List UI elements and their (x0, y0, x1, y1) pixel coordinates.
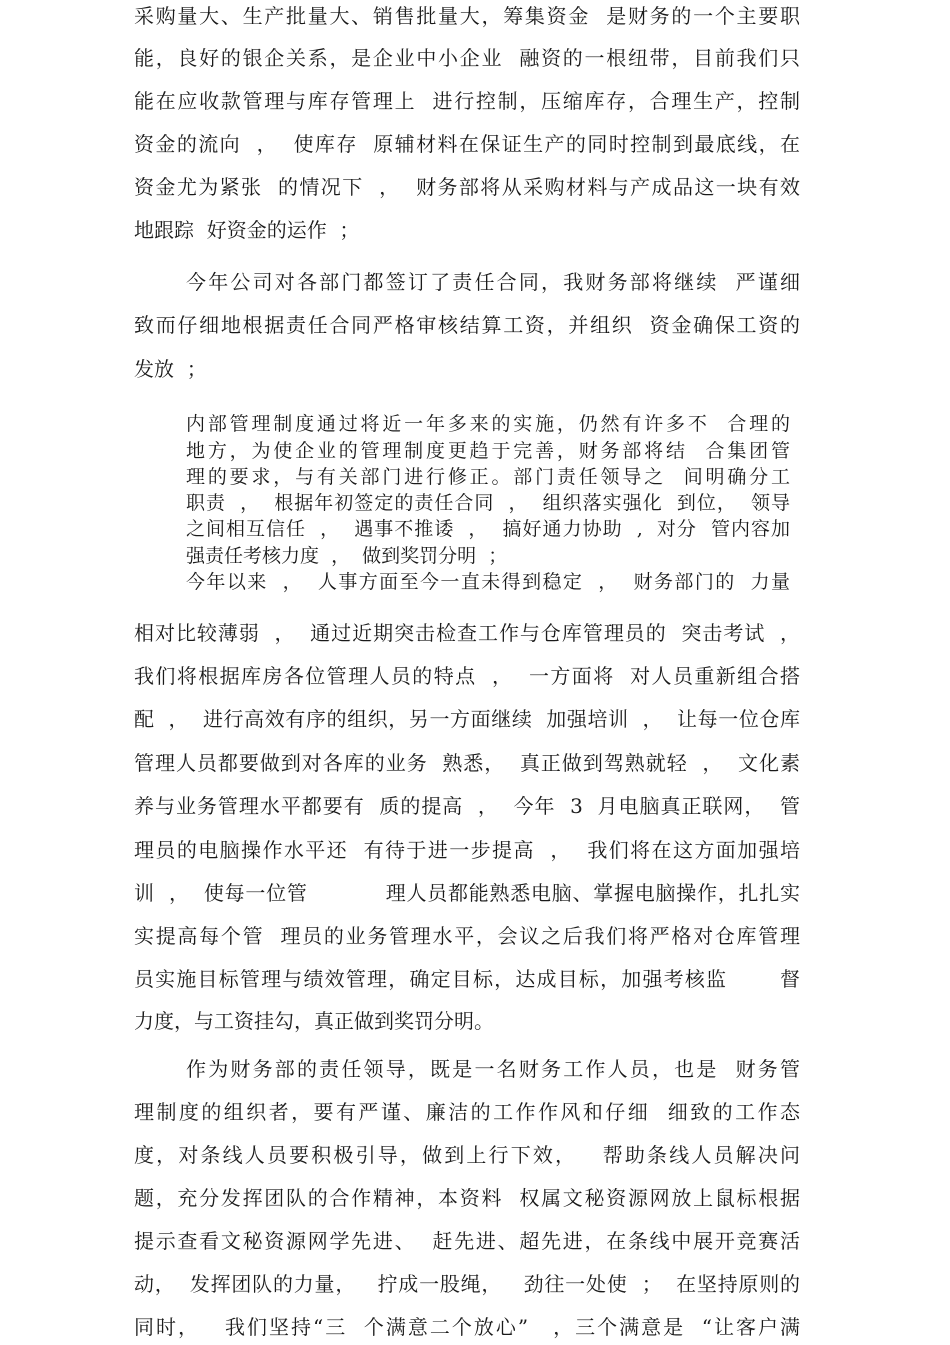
text-line: 致而仔细地根据责任合同严格审核结算工资，并组织 资金确保工资的 (134, 313, 800, 337)
text-line: 理员的电脑操作水平还 有待于进一步提高 ， 我们将在这方面加强培 (134, 838, 800, 862)
text-line: 度，对条线人员要积极引导，做到上行下效， 帮助条线人员解决问 (134, 1143, 800, 1167)
text-line: 强责任考核力度 ， 做到奖罚分明 ； (186, 545, 508, 567)
text-line: 题，充分发挥团队的合作精神，本资料 权属文秘资源网放上鼠标根据 (134, 1186, 800, 1210)
text-line: 实提高每个管 理员的业务管理水平，会议之后我们将严格对仓库管理 (134, 924, 800, 948)
text-line: 同时， 我们坚持“三 个满意二个放心” ，三个满意是 “让客户满 (134, 1315, 800, 1339)
text-line: 能，良好的银企关系，是企业中小企业 融资的一根纽带，目前我们只 (134, 46, 800, 70)
text-line: 养与业务管理水平都要有 质的提高 ， 今年 3 月电脑真正联网， 管 (134, 794, 800, 818)
text-line: 力度，与工资挂勾，真正做到奖罚分明。 (134, 1009, 494, 1033)
text-line: 作为财务部的责任领导，既是一名财务工作人员，也是 财务管 (186, 1057, 800, 1081)
text-line: 今年以来 ， 人事方面至今一直未得到稳定 ， 财务部门的 力量 (186, 571, 790, 593)
text-line: 相对比较薄弱 ， 通过近期突击检查工作与仓库管理员的 突击考试 ， (134, 621, 800, 645)
text-line: 地方，为使企业的管理制度更趋于完善，财务部将结 合集团管 (186, 440, 790, 462)
text-line: 能在应收款管理与库存管理上 进行控制，压缩库存，合理生产，控制 (134, 89, 800, 113)
text-line: 员实施目标管理与绩效管理，确定目标，达成目标，加强考核监 督 (134, 967, 800, 991)
text-line: 动， 发挥团队的力量， 拧成一股绳， 劲往一处使 ； 在坚持原则的 (134, 1272, 800, 1296)
text-line: 我们将根据库房各位管理人员的特点 ， 一方面将 对人员重新组合搭 (134, 664, 800, 688)
text-line: 管理人员都要做到对各库的业务 熟悉， 真正做到驾熟就轻 ， 文化素 (134, 751, 800, 775)
text-line: 今年公司对各部门都签订了责任合同，我财务部将继续 严谨细 (186, 270, 800, 294)
text-line: 资金的流向 ， 使库存 原辅材料在保证生产的同时控制到最底线，在 (134, 132, 800, 156)
text-line: 配 ， 进行高效有序的组织，另一方面继续 加强培训 ， 让每一位仓库 (134, 707, 800, 731)
text-line: 采购量大、生产批量大、销售批量大，筹集资金 是财务的一个主要职 (134, 4, 800, 28)
text-line: 资金尤为紧张 的情况下 ， 财务部将从采购材料与产成品这一块有效 (134, 175, 800, 199)
text-line: 内部管理制度通过将近一年多来的实施，仍然有许多不 合理的 (186, 413, 790, 435)
text-line: 发放 ； (134, 357, 207, 381)
text-line: 训 ， 使每一位管 理人员都能熟悉电脑、掌握电脑操作，扎扎实 (134, 881, 800, 905)
text-line: 之间相互信任 ， 遇事不推诿 ， 搞好通力协助 , 对分 管内容加 (186, 518, 790, 540)
text-line: 提示查看文秘资源网学先进、 赶先进、超先进，在条线中展开竞赛活 (134, 1229, 800, 1253)
text-line: 理的要求，与有关部门进行修正。部门责任领导之 间明确分工 (186, 466, 790, 488)
text-line: 地跟踪 好资金的运作 ； (134, 218, 360, 242)
text-line: 理制度的组织者，要有严谨、廉洁的工作作风和仔细 细致的工作态 (134, 1100, 800, 1124)
text-line: 职责 ， 根据年初签定的责任合同 ， 组织落实强化 到位， 领导 (186, 492, 790, 514)
